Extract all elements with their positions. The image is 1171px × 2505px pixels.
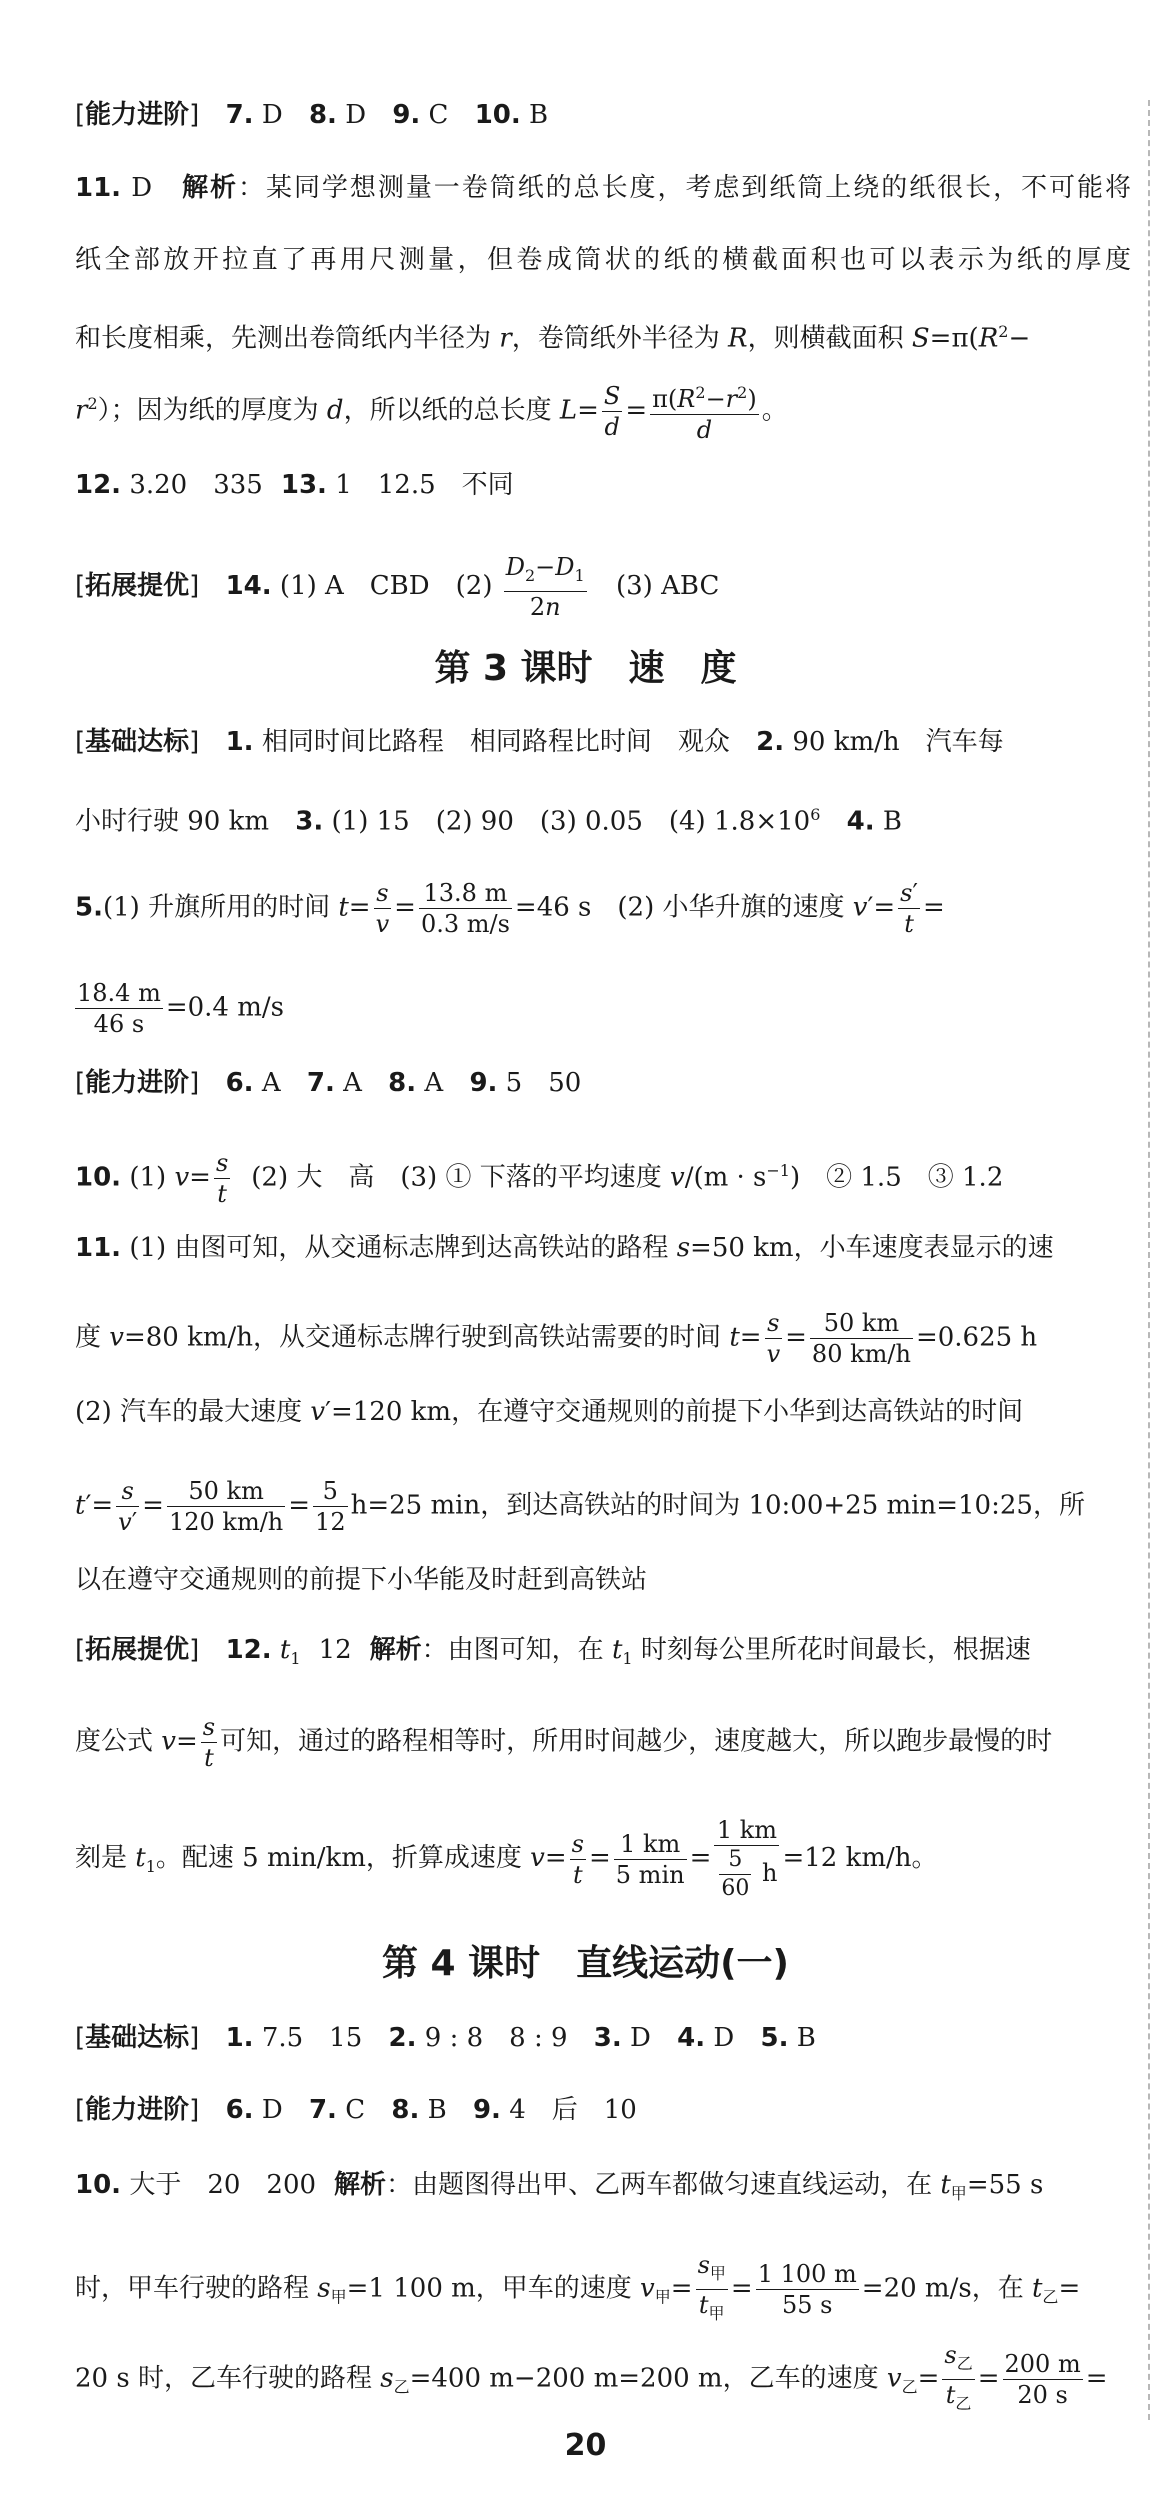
fraction: $\frac{1 100 m}{55 s}$ bbox=[757, 2259, 857, 2319]
fraction: $\frac{s}{t}$ bbox=[202, 1713, 216, 1772]
answer-line: 纸全部放开拉直了再用尺测量，但卷成筒状的纸的横截面积也可以表示为纸的厚度 bbox=[75, 245, 1131, 275]
answer-line: 10. 大于 20 200 解析：由题图得出甲、乙两车都做匀速直线运动，在 $t_甲=55$ s bbox=[75, 2170, 1044, 2204]
section-title: 第 3 课时 速 度 bbox=[434, 648, 737, 689]
fraction: 1 km $\frac{5}{60}$ h bbox=[714, 1815, 779, 1903]
answer-line: 以在遵守交通规则的前提下小华能及时赶到高铁站 bbox=[75, 1565, 648, 1595]
answer-line: [ 能力进阶 ] 6. D 7. C 8. B 9. 4 后 10 bbox=[75, 2090, 1131, 2130]
answer-line: t′= $\frac{s}{v'}$ = $\frac{50 km}{120 km/h}$ = $\frac{5}{12}$ h=25 min，到达高铁站的时间为 10:00+25 min=10:25，所 bbox=[75, 1477, 1085, 1536]
section-tag: [ 基础达标 ] bbox=[75, 2023, 199, 2053]
answer-line: 5.(1) 升旗所用的时间 t= $\frac{s}{v}$ = $\frac{13.8 m}{0.3 m/s}$ =46 s (2) 小华升旗的速度 v′= $\frac{s'}{t}$ = bbox=[75, 879, 945, 938]
answer-line: 11. (1) 由图可知，从交通标志牌到达高铁站的路程 s=50 km，小车速度表显示的速 bbox=[75, 1233, 1054, 1263]
answer-line: 度公式 v= $\frac{s}{t}$ 可知，通过的路程相等时，所用时间越少，速度越大，所以跑步最慢的时 bbox=[75, 1713, 1053, 1772]
section-tag: [ 基础达标 ] bbox=[75, 727, 199, 757]
answer-line: 12. 3.20 335 13. 1 12.5 不同 bbox=[75, 470, 514, 500]
fraction: $\frac{18.4 m}{46 s}$ bbox=[77, 979, 161, 1038]
answer-line: 11. D 解析：某同学想测量一卷筒纸的总长度，考虑到纸筒上绕的纸很长，不可能将 bbox=[75, 173, 1131, 203]
fraction: $\frac{13.8 m}{0.3 m/s}$ bbox=[420, 879, 510, 938]
fraction: $\frac{s}{v}$ bbox=[766, 1309, 781, 1368]
fraction: $\frac{S}{d}$ bbox=[603, 382, 621, 441]
answer-line: 20 s 时，乙车行驶的路程 $s_乙=400$ m−200 m=200 m，乙车的速度 $v_乙=$ $\frac{s_乙}{t_乙}$ = $\frac{200 m}{20 s}$ = bbox=[75, 2340, 1131, 2419]
fraction: $\frac{s}{t}$ bbox=[215, 1149, 229, 1208]
fraction: $\frac{s_乙}{t_乙}$ bbox=[944, 2341, 973, 2413]
fraction: $\frac{5}{60}$ bbox=[721, 1847, 750, 1901]
answer-line: 刻是 $t_1$。配速 5 min/km，折算成速度 v= $\frac{s}{t}$ = $\frac{1 km}{5 \min}$ = 1 km $\frac{5}{60}$ h =12 km/h。 bbox=[75, 1816, 938, 1901]
answer-line: 和长度相乘，先测出卷筒纸内半径为 r，卷筒纸外半径为 R，则横截面积 $S=\pi(R^2-$ bbox=[75, 322, 1031, 354]
section-title: 第 4 课时 直线运动(一) bbox=[381, 1943, 790, 1984]
section-tag: [ 能力进阶 ] bbox=[75, 2095, 199, 2125]
fraction: $\frac{s}{v'}$ bbox=[118, 1477, 138, 1536]
fraction: $\frac{D_2-D_1}{2n}$ bbox=[505, 553, 585, 621]
section-tag: [ 能力进阶 ] bbox=[75, 1068, 199, 1098]
answer-line: 度 v=80 km/h，从交通标志牌行驶到高铁站需要的时间 t= $\frac{s}{v}$ = $\frac{50 km}{80 km/h}$ =0.625 h bbox=[75, 1309, 1038, 1368]
fraction: $\frac{200 m}{20 s}$ bbox=[1004, 2349, 1081, 2409]
answer-line: $\frac{18.4 m}{46 s}$ =0.4 m/s bbox=[77, 979, 284, 1038]
fraction: $\frac{s}{v}$ bbox=[375, 879, 390, 938]
answer-line: [ 拓展提优 ] 14. (1) A CBD (2) $\frac{D_2-D_1}{2n}$ (3) ABC bbox=[75, 552, 1131, 622]
fraction: $\frac{50 km}{120 km/h}$ bbox=[168, 1477, 284, 1536]
fraction: $\frac{s'}{t}$ bbox=[900, 879, 918, 938]
answer-line: 时，甲车行驶的路程 $s_甲=1$ 100 m，甲车的速度 $v_甲=$ $\frac{s_甲}{t_甲}$ = $\frac{1 100 m}{55 s}$ =20 m/s，在 $t_乙=$ bbox=[75, 2250, 1131, 2329]
fraction: $\frac{1 km}{5 \min}$ bbox=[615, 1829, 685, 1889]
section-tag: [ 拓展提优 ] bbox=[75, 1635, 199, 1665]
fraction: $\frac{s_甲}{t_甲}$ bbox=[697, 2251, 726, 2323]
answer-line: 10. (1) v= $\frac{s}{t}$ (2) 大 高 (3) ① 下落的平均速度 $v/(m \cdot s^{-1})$ ② 1.5 ③ 1.2 bbox=[75, 1149, 1004, 1208]
answer-line: (2) 汽车的最大速度 v′=120 km，在遵守交通规则的前提下小华到达高铁站的时间 bbox=[75, 1397, 1024, 1427]
fraction: $\frac{50 km}{80 km/h}$ bbox=[811, 1309, 911, 1368]
answer-line: $r^2$）；因为纸的厚度为 d，所以纸的总长度 L= $\frac{S}{d}$ = $\frac{\pi(R^2-r^2)}{d}$ 。 bbox=[75, 378, 1131, 445]
answer-line: [ 基础达标 ] 1. 相同时间比路程 相同路程比时间 观众 2. 90 km/h 汽车每 bbox=[75, 722, 1131, 762]
fraction: $\frac{5}{12}$ bbox=[315, 1477, 346, 1536]
section-tag: [ 拓展提优 ] bbox=[75, 571, 199, 601]
page-number: 20 bbox=[564, 2428, 607, 2463]
answer-line: [ 拓展提优 ] 12. $t_1$ 12 解析：由图可知，在 $t_1$ 时刻每公里所花时间最长，根据速 bbox=[75, 1630, 1131, 1679]
answer-line: [ 能力进阶 ] 7. D 8. D 9. C 10. B bbox=[75, 95, 1131, 135]
answer-line: [ 基础达标 ] 1. 7.5 15 2. 9 : 8 8 : 9 3. D 4. D 5. B bbox=[75, 2018, 1131, 2058]
answer-line: 小时行驶 90 km 3. (1) 15 (2) 90 (3) 0.05 (4) $1.8\times 10^6$ 4. B bbox=[75, 805, 902, 837]
fraction: $\frac{\pi(R^2-r^2)}{d}$ bbox=[650, 378, 759, 445]
section-tag: [ 能力进阶 ] bbox=[75, 100, 199, 130]
fraction: $\frac{s}{t}$ bbox=[571, 1829, 584, 1889]
dashed-margin-rule bbox=[1148, 100, 1150, 2420]
answer-line: [ 能力进阶 ] 6. A 7. A 8. A 9. 5 50 bbox=[75, 1063, 1131, 1103]
